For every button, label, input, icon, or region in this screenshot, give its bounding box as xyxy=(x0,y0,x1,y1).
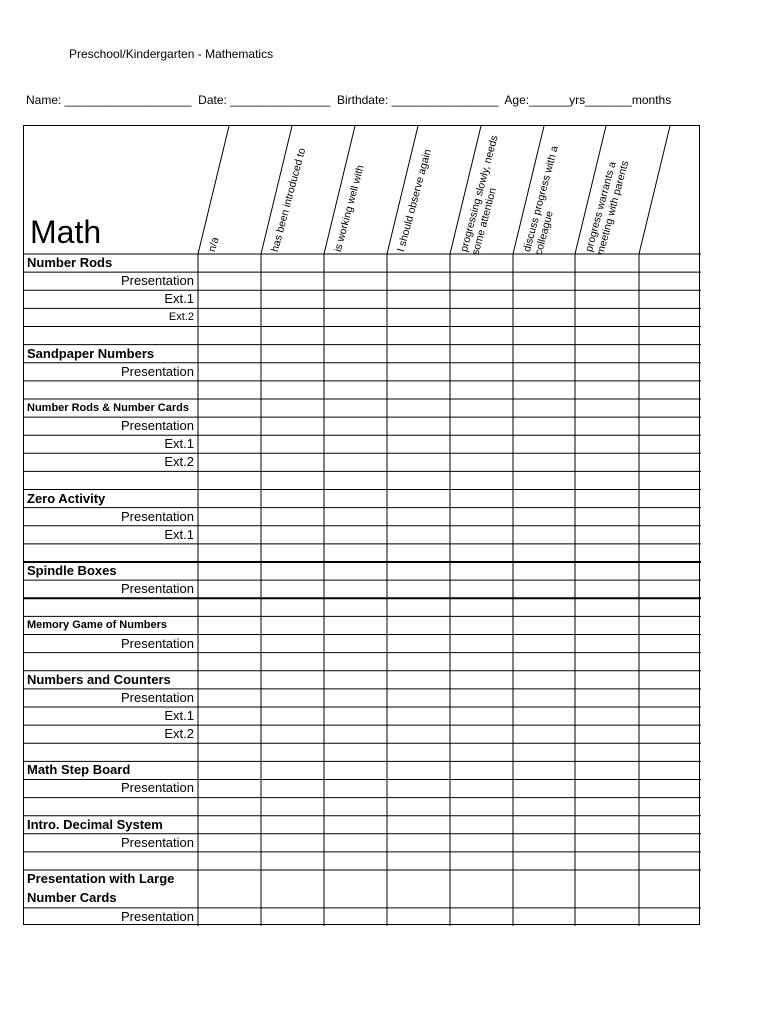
row-label: Number Rods & Number Cards xyxy=(27,401,189,414)
column-header-2: is working well with xyxy=(332,163,367,254)
document-title: Preschool/Kindergarten - Mathematics xyxy=(69,47,274,61)
row-label: Presentation xyxy=(121,908,194,924)
column-header-6: progress warrants a meeting with parents xyxy=(583,159,632,257)
row-label: Presentation xyxy=(121,834,194,850)
column-header-1: has been introduced to xyxy=(269,146,309,254)
row-label: Presentation xyxy=(121,689,194,705)
row-label: Ext.2 xyxy=(164,726,194,742)
row-label: Ext.1 xyxy=(164,526,194,542)
row-label: Presentation xyxy=(121,780,194,796)
checklist-table xyxy=(23,125,700,925)
column-header-3: I should observe again xyxy=(395,147,434,254)
row-label: Ext.1 xyxy=(164,291,194,307)
row-label: Numbers and Counters xyxy=(27,671,171,687)
row-label: Math Step Board xyxy=(27,762,131,778)
row-label: Presentation xyxy=(121,581,194,597)
row-label: Spindle Boxes xyxy=(27,563,117,579)
table-heading: Math xyxy=(30,214,102,250)
row-label: Presentation with Large Number Cards xyxy=(27,871,175,905)
student-info-line: Name: ___________________ Date: _______________ Birthdate: ________________ Age:______yrs_______months xyxy=(26,93,672,107)
row-label: Sandpaper Numbers xyxy=(27,345,155,361)
row-label: Presentation xyxy=(121,508,194,524)
row-label: Ext.1 xyxy=(164,707,194,723)
row-label: Number Rods xyxy=(27,255,113,270)
row-label: Memory Game of Numbers xyxy=(27,619,167,632)
column-header-5: discuss progress with a colleague xyxy=(521,144,561,257)
row-label: Zero Activity xyxy=(27,490,106,506)
row-label: Ext.1 xyxy=(164,436,194,452)
row-label: Intro. Decimal System xyxy=(27,816,163,832)
row-label: Ext.2 xyxy=(164,454,194,470)
column-header-4: progressing slowly, needs some attention xyxy=(458,134,501,257)
row-label: Presentation xyxy=(121,418,194,434)
row-label: Presentation xyxy=(121,273,194,289)
row-label: Ext.2 xyxy=(168,311,194,324)
column-header-0: n/a xyxy=(206,235,222,254)
row-label: Presentation xyxy=(121,363,194,379)
row-label: Presentation xyxy=(121,635,194,651)
